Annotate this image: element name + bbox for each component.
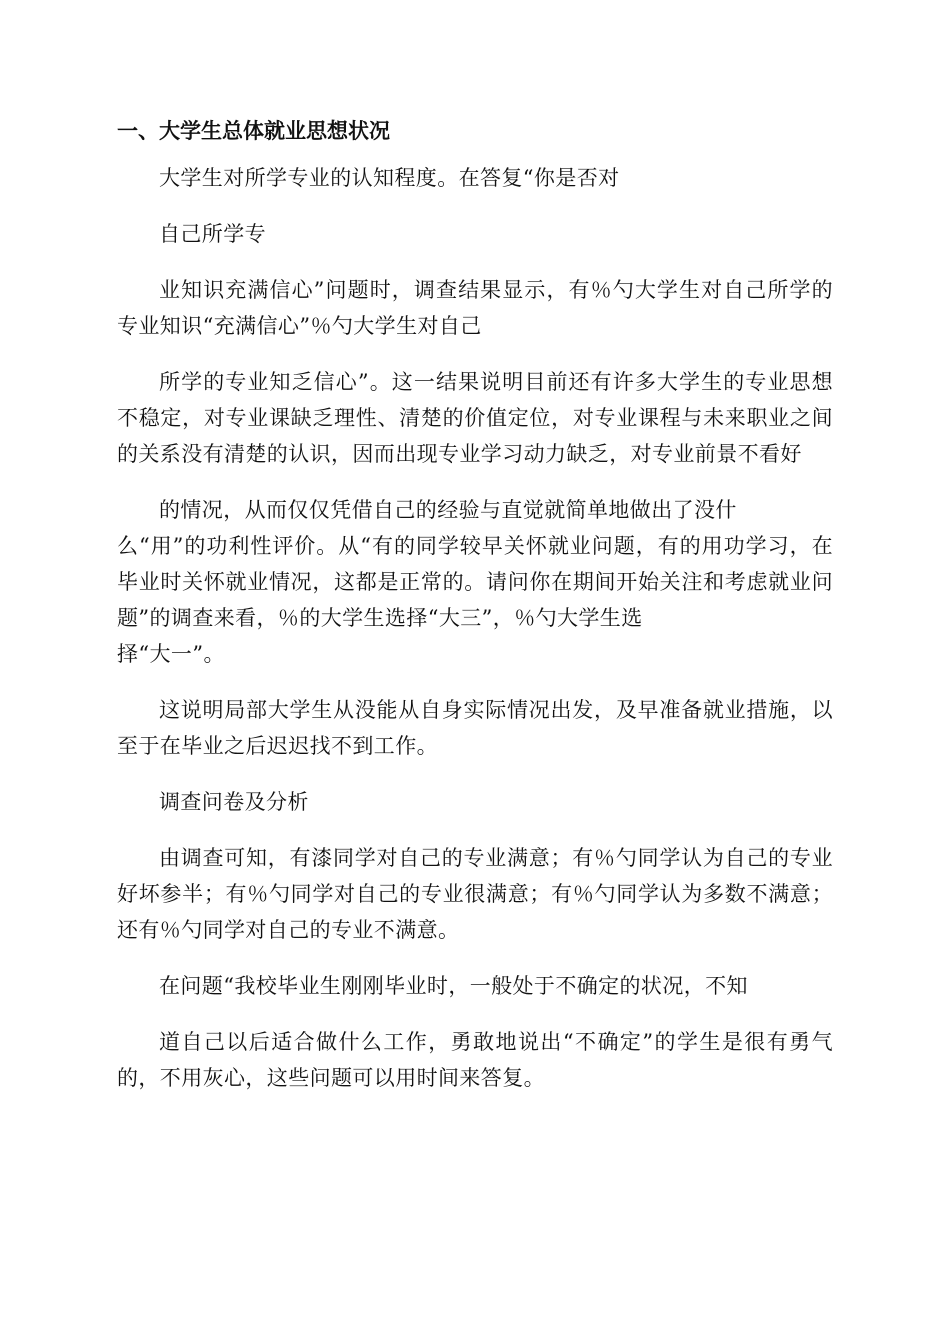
- paragraph-6: 么“用”的功利性评价。从“有的同学较早关怀就业问题，有的用功学习，在毕业时关怀就业情况，这都是正常的。请问你在期间开始关注和考虑就业问题”的调查来看，％的大学生选择“大三”，％勺大学生选: [117, 534, 833, 630]
- paragraph-5: 的情况，从而仅仅凭借自己的经验与直觉就简单地做出了没什: [159, 498, 737, 522]
- paragraph-9: 调查问卷及分析: [159, 790, 309, 814]
- paragraph-4: 所学的专业知乏信心”。这一结果说明目前还有许多大学生的专业思想不稳定，对专业课缺乏理性、清楚的价值定位，对专业课程与未来职业之间的关系没有清楚的认识，因而出现专业学习动力缺乏，对专业前景不看好: [117, 370, 833, 466]
- paragraph-2: 自己所学专: [159, 222, 266, 246]
- paragraph-11: 在问题“我校毕业生刚刚毕业时，一般处于不确定的状况，不知: [159, 974, 748, 998]
- paragraph-12: 道自己以后适合做什么工作，勇敢地说出“不确定”的学生是很有勇气的，不用灰心，这些问题可以用时间来答复。: [117, 1030, 833, 1090]
- paragraph-1: 大学生对所学专业的认知程度。在答复“你是否对: [159, 166, 620, 190]
- paragraph-8: 这说明局部大学生从没能从自身实际情况出发，及早准备就业措施，以至于在毕业之后迟迟找不到工作。: [117, 698, 833, 758]
- paragraph-3: 业知识充满信心”问题时，调查结果显示，有％勺大学生对自己所学的专业知识“充满信心”％勺大学生对自己: [117, 278, 833, 338]
- paragraph-10: 由调查可知，有漆同学对自己的专业满意；有％勺同学认为自己的专业好坏参半；有％勺同学对自己的专业很满意；有％勺同学认为多数不满意；还有％勺同学对自己的专业不满意。: [117, 846, 833, 942]
- paragraph-7: 择“大一”。: [117, 642, 225, 666]
- section-heading: 一、大学生总体就业思想状况: [117, 119, 390, 143]
- document-page: [117, 113, 833, 1116]
